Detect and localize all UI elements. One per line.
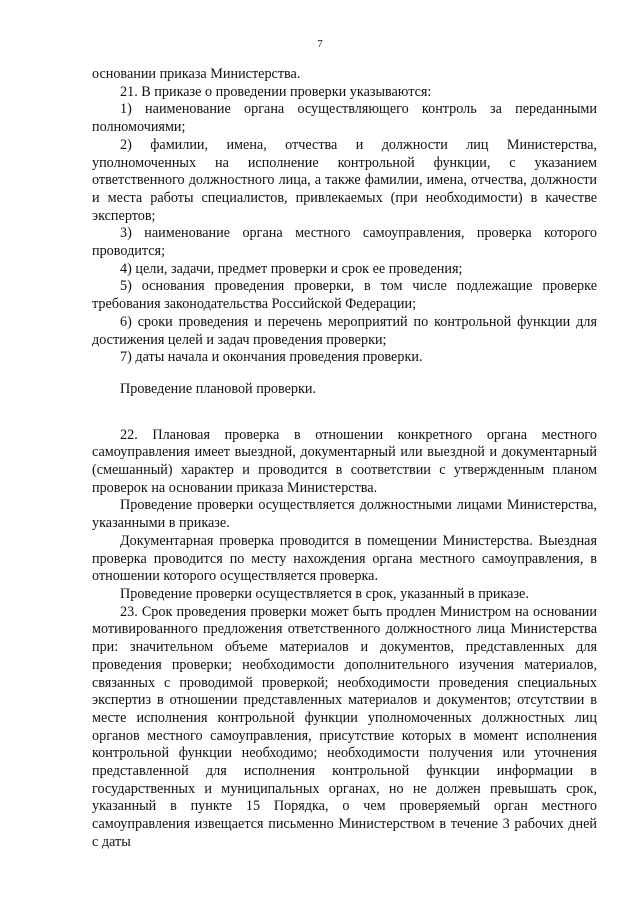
- paragraph-23: 23. Срок проведения проверки может быть продлен Министром на основании мотивированного предложения ответственного должностного лица Министерства при: значительном объеме материалов и документов, представленных для проведения проверки; необходимости дополнительного изучения материалов, связанных с проводимой проверкой; необходимости проведения специальных экспертиз в отношении представленных материалов и документов; отсутствии в месте исполнения контрольной функции уполномоченных должностных лиц органов местного самоуправления, присутствие которых в момент исполнения контрольной функции необходимо; необходимости получения или уточнения представленной для исполнения контрольной функции информации в государственных и муниципальных органах, но не должен превышать срок, указанный в пункте 15 Порядка, о чем проверяемый орган местного самоуправления извещается письменно Министерством в течение 3 рабочих дней с даты: [92, 603, 597, 850]
- list-item-5: 5) основания проведения проверки, в том числе подлежащие проверке требования законодательства Российской Федерации;: [92, 278, 597, 313]
- list-item-6: 6) сроки проведения и перечень мероприятий по контрольной функции для достижения целей и задач проведения проверки;: [92, 313, 597, 348]
- paragraph-inspection-types: Документарная проверка проводится в помещении Министерства. Выездная проверка проводится по месту нахождения органа местного самоуправления, в отношении которого осуществляется проверка.: [92, 532, 597, 585]
- paragraph-21: 21. В приказе о проведении проверки указываются:: [120, 83, 432, 100]
- list-item-3: 3) наименование органа местного самоуправления, проверка которого проводится;: [92, 225, 597, 260]
- paragraph-officials: Проведение проверки осуществляется должностными лицами Министерства, указанными в приказе.: [92, 497, 597, 532]
- list-item-1: 1) наименование органа осуществляющего контроль за переданными полномочиями;: [92, 101, 597, 136]
- list-item-4: 4) цели, задачи, предмет проверки и срок ее проведения;: [120, 260, 463, 277]
- paragraph-term: Проведение проверки осуществляется в срок, указанный в приказе.: [120, 585, 529, 602]
- page-number: 7: [317, 38, 323, 50]
- list-item-7: 7) даты начала и окончания проведения проверки.: [120, 349, 423, 366]
- paragraph-22: 22. Плановая проверка в отношении конкретного органа местного самоуправления имеет выездной, документарный или выездной и документарный (смешанный) характер и проводится в соответствии с утвержденным планом проверок на основании приказа Министерства.: [92, 426, 597, 496]
- document-body: [92, 66, 597, 852]
- section-heading: Проведение плановой проверки.: [120, 380, 317, 397]
- paragraph-continuation: основании приказа Министерства.: [92, 66, 301, 82]
- list-item-2: 2) фамилии, имена, отчества и должности лиц Министерства, уполномоченных на исполнение контрольной функции, с указанием ответственного должностного лица, а также фамилии, имена, отчества, должности и места работы специалистов, привлекаемых (при необходимости) в качестве экспертов;: [92, 136, 597, 224]
